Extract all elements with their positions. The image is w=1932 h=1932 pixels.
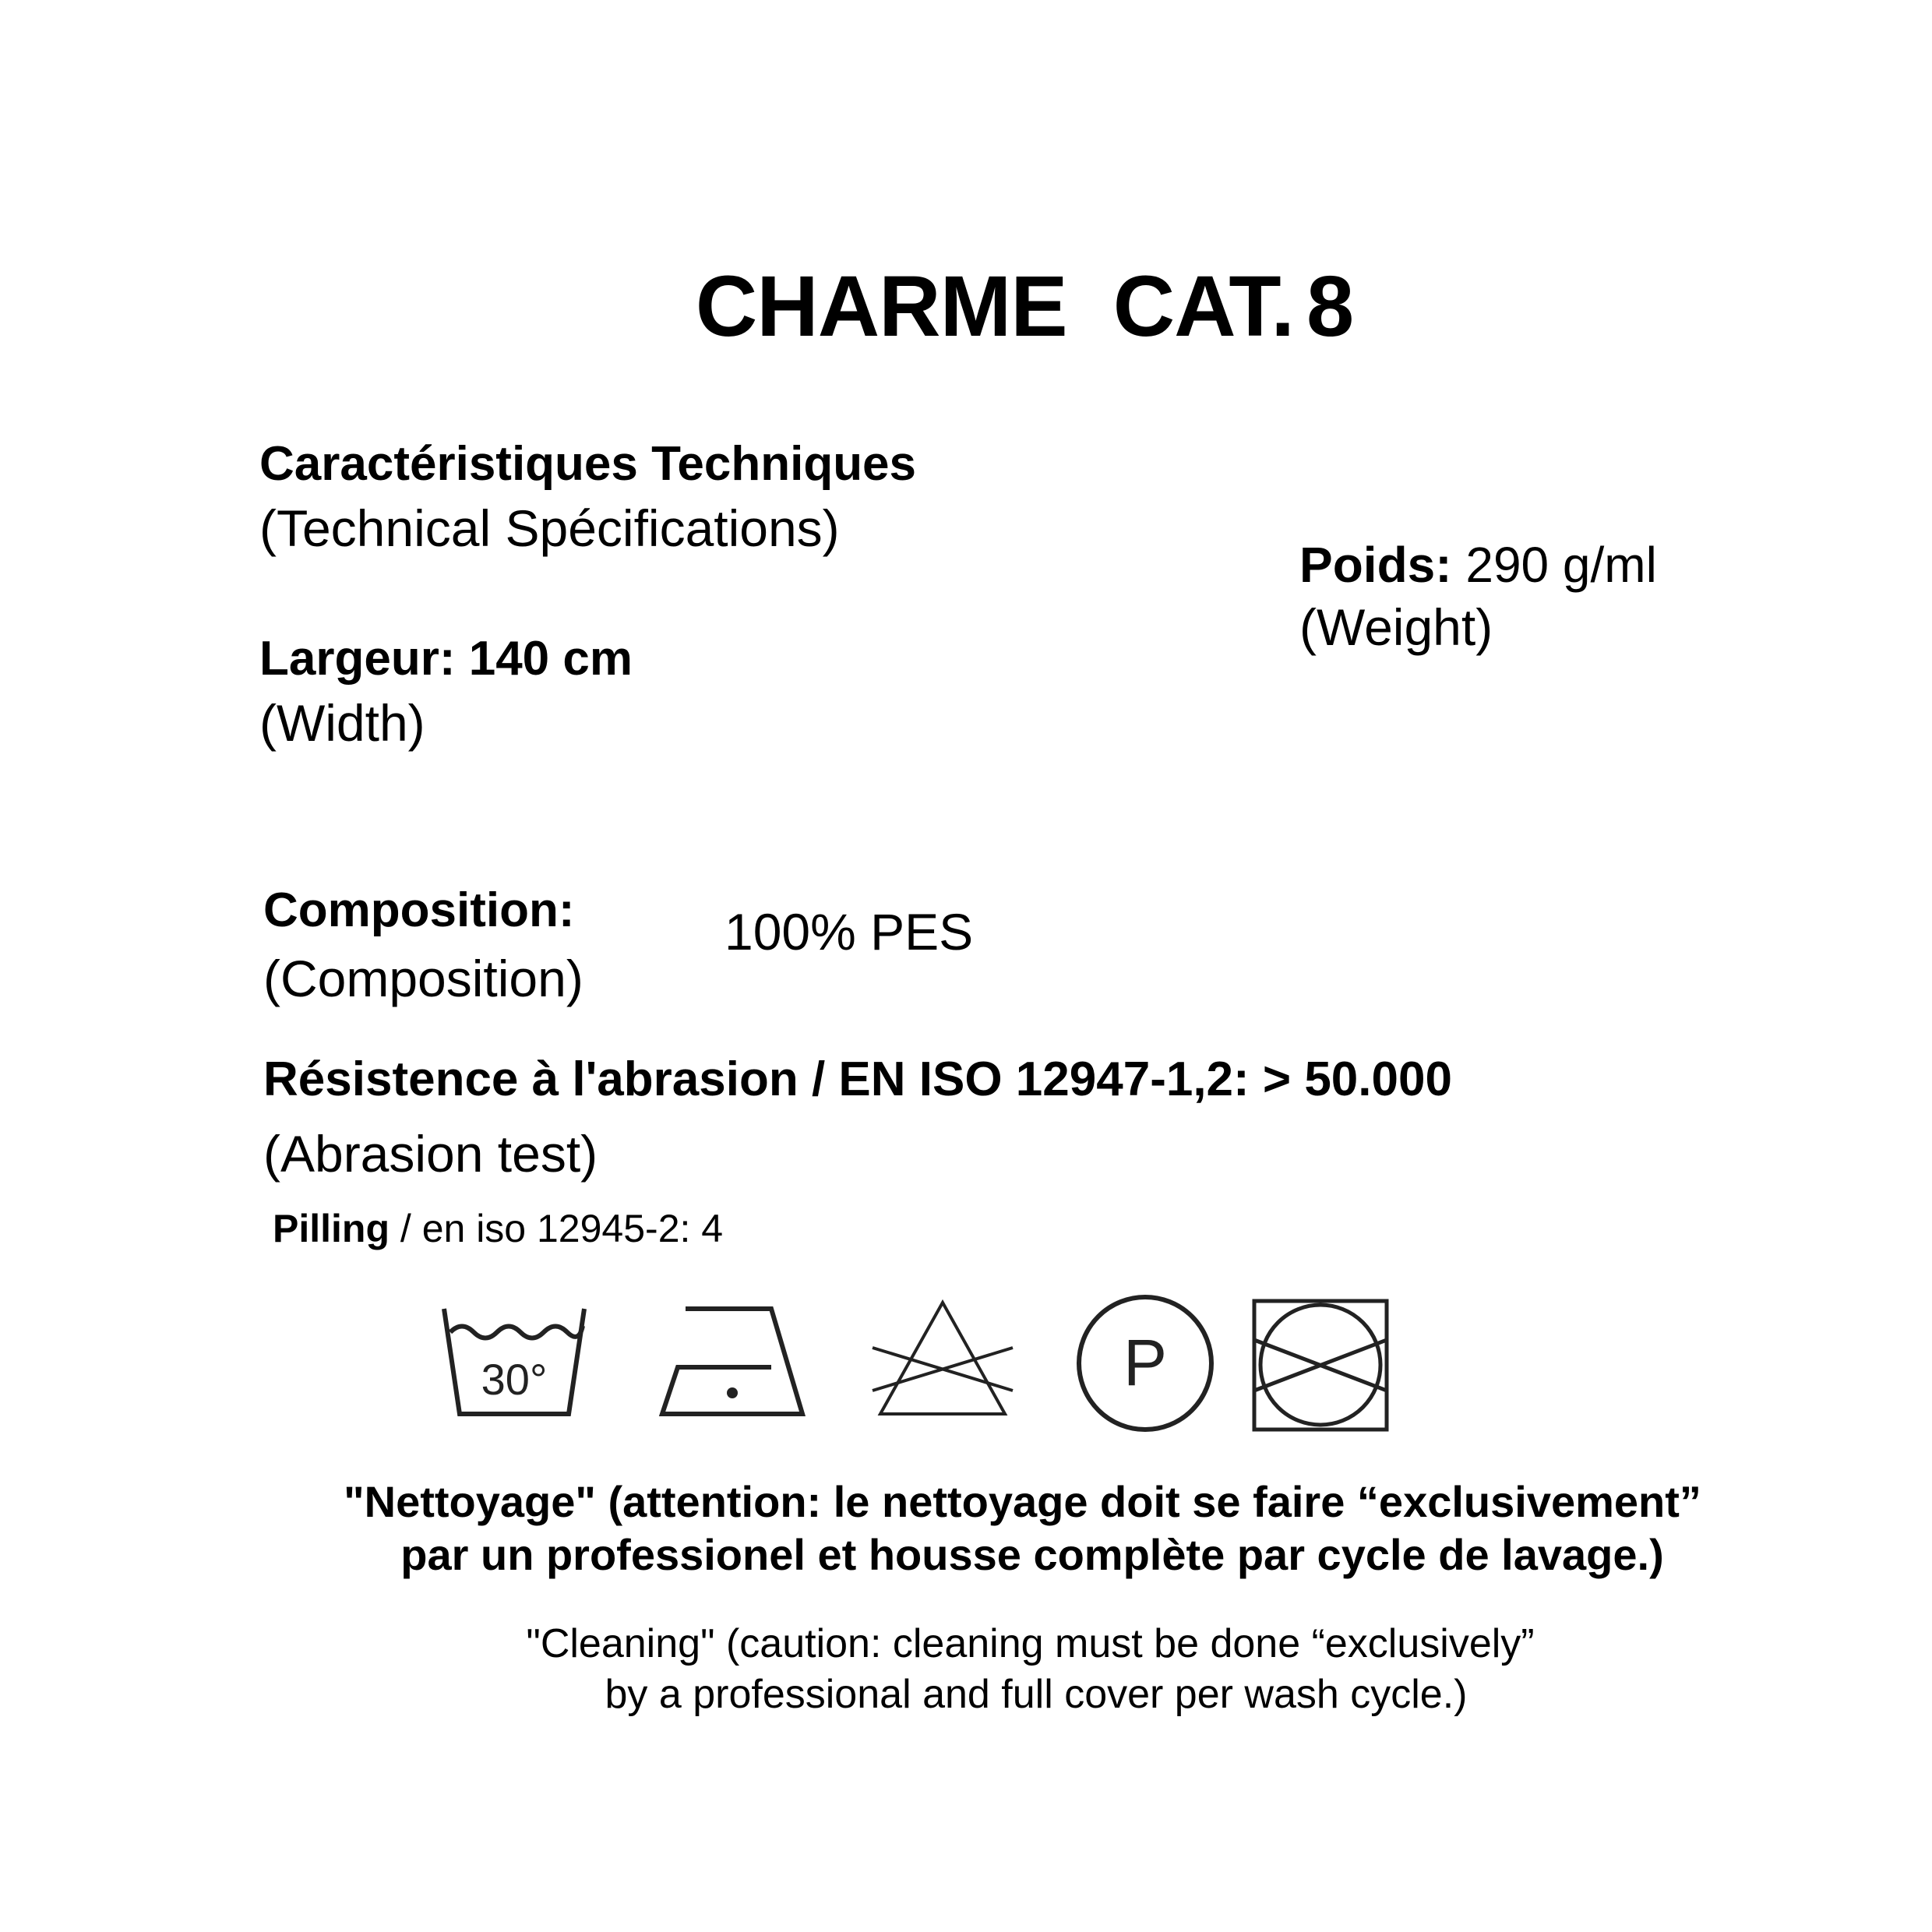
composition-en: (Composition) (263, 950, 583, 1007)
dry-clean-letter: P (1123, 1326, 1168, 1399)
cleaning-en-line1: "Cleaning" (caution: cleaning must be done “exclusively” (526, 1621, 1535, 1666)
abrasion-label: Résistence à l'abrasion / EN ISO 12947-1,2: > 50.000 (263, 1052, 1452, 1106)
width-label: Largeur: 140 cm (259, 632, 633, 686)
wash-30-icon (444, 1309, 584, 1414)
no-tumble-dry-icon (1254, 1301, 1387, 1430)
iron-low-icon (662, 1309, 802, 1414)
cleaning-fr-line1: "Nettoyage" (attention: le nettoyage doit se faire “exclusivement” (344, 1477, 1701, 1526)
title-cat-number: 8 (1306, 259, 1354, 354)
weight-line (1299, 536, 1657, 594)
cleaning-fr-line2: par un professionel et housse complète par cycle de lavage.) (400, 1530, 1664, 1579)
no-bleach-icon (873, 1303, 1013, 1414)
pilling-value: / en iso 12945-2: 4 (400, 1207, 724, 1250)
pilling-line (273, 1206, 723, 1251)
wash-temp-text: 30° (481, 1355, 548, 1404)
composition-value: 100% PES (724, 903, 974, 961)
dry-clean-p-icon (1079, 1297, 1211, 1430)
specs-heading: Caractéristiques Techniques (259, 437, 917, 491)
cleaning-en-line2: by a professional and full cover per wash cycle.) (605, 1672, 1468, 1717)
width-en: (Width) (259, 694, 425, 752)
weight-value: 290 g/ml (1465, 537, 1657, 593)
abrasion-en: (Abrasion test) (263, 1125, 598, 1183)
weight-label: Poids: (1299, 537, 1452, 593)
composition-label: Composition: (263, 883, 575, 937)
pilling-label: Pilling (273, 1207, 390, 1250)
page-title (0, 257, 1932, 356)
title-cat: CAT. (1112, 259, 1294, 354)
care-icons (436, 1293, 1394, 1433)
title-name: CHARME (695, 259, 1067, 354)
weight-en: (Weight) (1299, 598, 1493, 656)
specs-heading-en: (Technical Spécifications) (259, 499, 840, 557)
